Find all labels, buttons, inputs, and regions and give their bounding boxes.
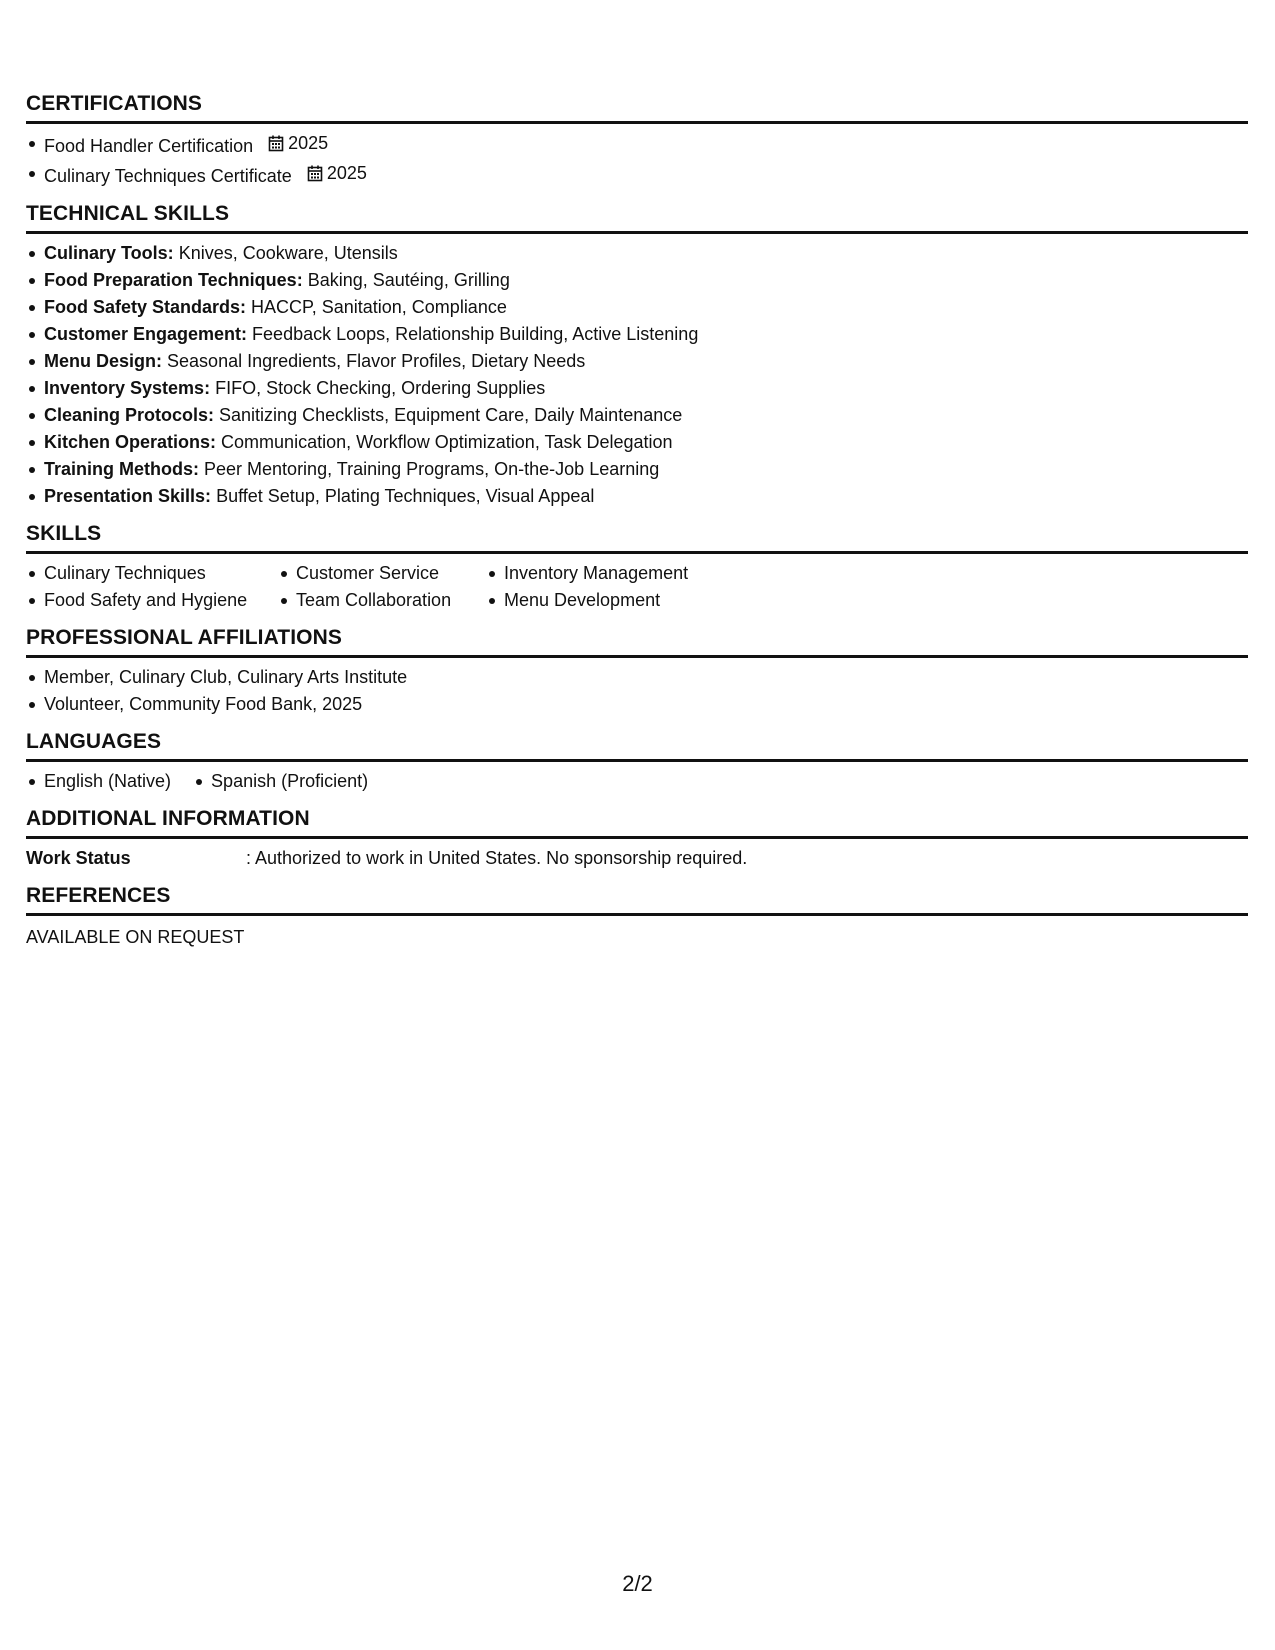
calendar-icon	[307, 165, 323, 182]
list-item	[26, 130, 1248, 160]
skill-value: Seasonal Ingredients, Flavor Profiles, Dietary Needs	[167, 351, 586, 371]
skill-value: FIFO, Stock Checking, Ordering Supplies	[215, 378, 546, 398]
list-item: Menu Development	[486, 587, 746, 614]
certifications-list	[26, 130, 1248, 190]
certification-name: Culinary Techniques Certificate	[44, 166, 292, 186]
skill-value: Buffet Setup, Plating Techniques, Visual Appeal	[216, 486, 595, 506]
languages-list	[26, 768, 1248, 795]
list-item	[26, 348, 1248, 375]
certification-year: 2025	[326, 163, 367, 183]
references-section	[26, 882, 1248, 951]
skill-value: HACCP, Sanitation, Compliance	[251, 297, 507, 317]
list-item	[26, 294, 1248, 321]
languages-section	[26, 728, 1248, 795]
skills-columns	[26, 560, 1248, 614]
skill-label: Kitchen Operations:	[44, 432, 217, 452]
skill-label: Cleaning Protocols:	[44, 405, 215, 425]
list-item: Inventory Management	[486, 560, 746, 587]
page-number: 2/2	[622, 1571, 653, 1596]
additional-info-heading: ADDITIONAL INFORMATION	[26, 805, 1248, 839]
list-item	[26, 160, 1248, 190]
certification-date	[268, 130, 328, 157]
skills-column-2	[278, 560, 486, 614]
list-item: Member, Culinary Club, Culinary Arts Institute	[26, 664, 1248, 691]
skill-label: Menu Design:	[44, 351, 163, 371]
skill-value: Feedback Loops, Relationship Building, Active Listening	[252, 324, 699, 344]
list-item	[26, 456, 1248, 483]
technical-skills-list	[26, 240, 1248, 510]
skills-column-3	[486, 560, 746, 614]
list-item	[26, 429, 1248, 456]
certifications-heading: CERTIFICATIONS	[26, 90, 1248, 124]
skill-value: Baking, Sautéing, Grilling	[307, 270, 510, 290]
list-item	[26, 321, 1248, 348]
resume-page	[26, 90, 1248, 961]
list-item: Food Safety and Hygiene	[26, 587, 278, 614]
list-item: Customer Service	[278, 560, 486, 587]
affiliations-section	[26, 624, 1248, 718]
skill-value: Knives, Cookware, Utensils	[178, 243, 398, 263]
work-status-value: : Authorized to work in United States. No sponsorship required.	[246, 848, 748, 868]
work-status-row	[26, 845, 1248, 872]
skills-heading: SKILLS	[26, 520, 1248, 554]
skill-label: Culinary Tools:	[44, 243, 174, 263]
references-text: AVAILABLE ON REQUEST	[26, 927, 245, 947]
additional-info-section	[26, 805, 1248, 872]
skill-label: Customer Engagement:	[44, 324, 248, 344]
list-item	[26, 402, 1248, 429]
skills-section	[26, 520, 1248, 614]
list-item	[26, 375, 1248, 402]
certification-year: 2025	[288, 133, 329, 153]
list-item	[26, 483, 1248, 510]
work-status-label: Work Status	[26, 848, 131, 868]
skill-label: Training Methods:	[44, 459, 199, 479]
list-item: Volunteer, Community Food Bank, 2025	[26, 691, 1248, 718]
technical-skills-heading: TECHNICAL SKILLS	[26, 200, 1248, 234]
list-item	[26, 240, 1248, 267]
languages-heading: LANGUAGES	[26, 728, 1248, 762]
certifications-section	[26, 90, 1248, 190]
skill-label: Food Safety Standards:	[44, 297, 247, 317]
list-item	[26, 267, 1248, 294]
skill-value: Communication, Workflow Optimization, Task Delegation	[221, 432, 673, 452]
affiliations-heading: PROFESSIONAL AFFILIATIONS	[26, 624, 1248, 658]
list-item: Culinary Techniques	[26, 560, 278, 587]
certification-name: Food Handler Certification	[44, 136, 254, 156]
list-item: Spanish (Proficient)	[193, 768, 368, 795]
technical-skills-section	[26, 200, 1248, 510]
references-heading: REFERENCES	[26, 882, 1248, 916]
list-item: Team Collaboration	[278, 587, 486, 614]
calendar-icon	[268, 135, 284, 152]
skill-label: Food Preparation Techniques:	[44, 270, 303, 290]
skill-value: Peer Mentoring, Training Programs, On-the-Job Learning	[204, 459, 660, 479]
skill-label: Inventory Systems:	[44, 378, 211, 398]
skills-column-1	[26, 560, 278, 614]
list-item: English (Native)	[26, 768, 171, 795]
skill-value: Sanitizing Checklists, Equipment Care, Daily Maintenance	[219, 405, 683, 425]
affiliations-list	[26, 664, 1248, 718]
skill-label: Presentation Skills:	[44, 486, 212, 506]
certification-date	[307, 160, 367, 187]
